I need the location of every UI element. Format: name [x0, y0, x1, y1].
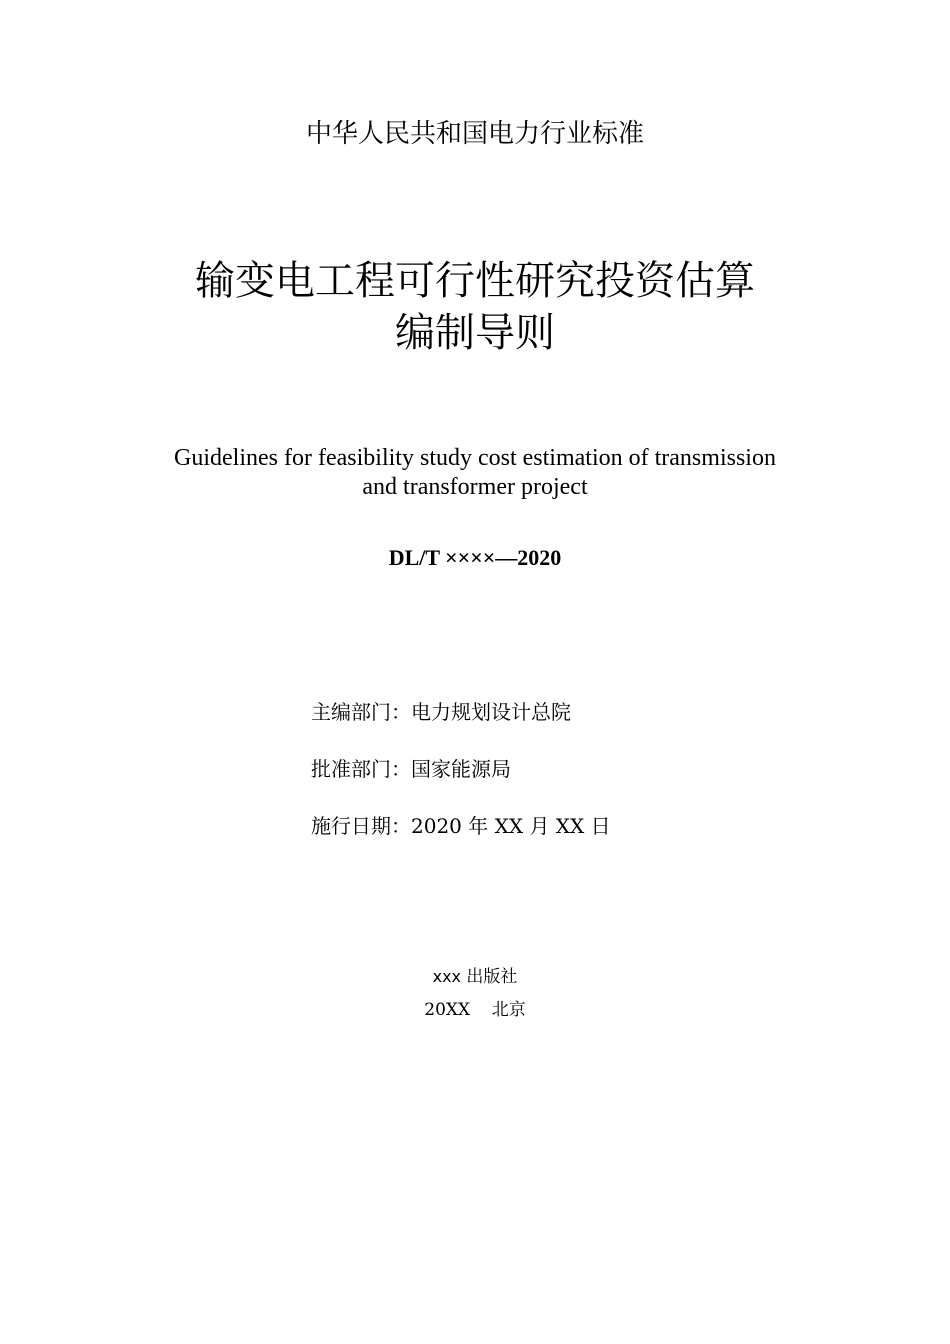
info-row-effective-date [311, 812, 811, 840]
info-block [311, 698, 811, 869]
info-value: 2020 年 XX 月 XX 日 [411, 814, 611, 838]
info-value: 电力规划设计总院 [411, 700, 571, 724]
publisher-name-prefix: xxx [432, 967, 461, 986]
standard-organization-header: 中华人民共和国电力行业标准 [305, 119, 644, 149]
standard-code: DL/T ××××—2020 [388, 545, 562, 570]
english-title-line-1: Guidelines for feasibility study cost estimation of transmission [174, 445, 776, 471]
publisher-name-suffix: 出版社 [461, 967, 518, 987]
publisher-year-place: 20XX 北京 [424, 1000, 526, 1020]
info-label: 施行日期： [311, 814, 411, 838]
document-title-line-1: 输变电工程可行性研究投资估算 [195, 258, 755, 304]
document-title-line-2: 编制导则 [395, 310, 555, 356]
info-row-editor [311, 698, 811, 726]
info-label: 批准部门： [311, 757, 411, 781]
document-title [0, 255, 950, 359]
info-value: 国家能源局 [411, 757, 511, 781]
publisher-name [0, 964, 950, 990]
publisher-block [0, 964, 950, 1030]
english-title [0, 444, 950, 502]
english-title-line-2: and transformer project [362, 474, 588, 500]
info-label: 主编部门： [311, 700, 411, 724]
info-row-approver [311, 755, 811, 783]
